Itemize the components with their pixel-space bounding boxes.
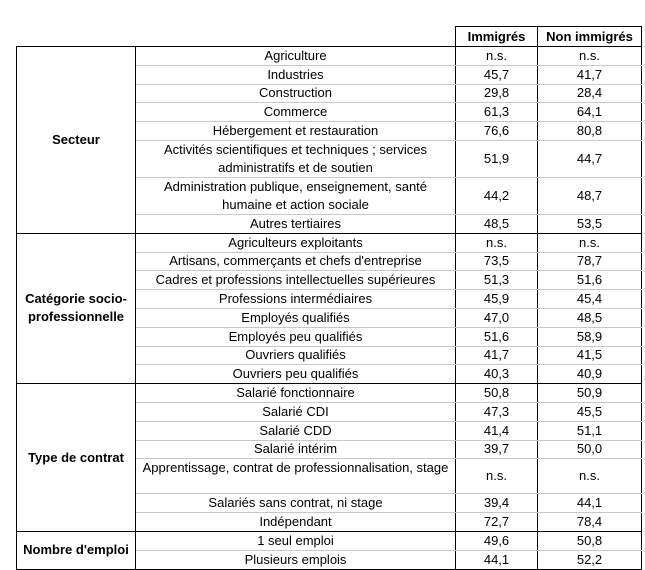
- row-label: Autres tertiaires: [136, 214, 456, 233]
- row-label: Hébergement et restauration: [136, 122, 456, 141]
- value-immigres: 45,9: [456, 290, 538, 309]
- value-non-immigres: 53,5: [538, 214, 642, 233]
- row-label: Activités scientifiques et techniques ; services administratifs et de soutien: [136, 140, 456, 177]
- header-immigres: Immigrés: [456, 27, 538, 47]
- row-label: Salarié intérim: [136, 440, 456, 459]
- value-immigres: 48,5: [456, 214, 538, 233]
- row-label: Salarié CDD: [136, 421, 456, 440]
- value-non-immigres: 50,8: [538, 531, 642, 550]
- value-non-immigres: n.s.: [538, 459, 642, 494]
- value-non-immigres: n.s.: [538, 47, 642, 66]
- row-label: Salariés sans contrat, ni stage: [136, 494, 456, 513]
- value-non-immigres: 78,4: [538, 513, 642, 532]
- value-immigres: 45,7: [456, 65, 538, 84]
- row-label: Administration publique, enseignement, santé humaine et action sociale: [136, 177, 456, 214]
- value-immigres: 73,5: [456, 252, 538, 271]
- header-blank: [17, 27, 136, 47]
- value-immigres: 72,7: [456, 513, 538, 532]
- group-label: Secteur: [17, 47, 136, 234]
- value-non-immigres: 78,7: [538, 252, 642, 271]
- row-label: Plusieurs emplois: [136, 550, 456, 569]
- row-label: Salarié CDI: [136, 402, 456, 421]
- row-label: Employés peu qualifiés: [136, 327, 456, 346]
- row-label: Artisans, commerçants et chefs d'entreprise: [136, 252, 456, 271]
- value-immigres: 47,3: [456, 402, 538, 421]
- value-non-immigres: 44,1: [538, 494, 642, 513]
- value-non-immigres: 51,6: [538, 271, 642, 290]
- value-non-immigres: 50,0: [538, 440, 642, 459]
- value-immigres: 40,3: [456, 365, 538, 384]
- row-label: Salarié fonctionnaire: [136, 384, 456, 403]
- value-non-immigres: 64,1: [538, 103, 642, 122]
- value-immigres: n.s.: [456, 233, 538, 252]
- value-non-immigres: 48,5: [538, 308, 642, 327]
- value-immigres: 39,4: [456, 494, 538, 513]
- row-label-text: Apprentissage, contrat de professionnalisation, stage: [142, 460, 449, 476]
- table-row: [17, 384, 642, 403]
- value-immigres: 51,6: [456, 327, 538, 346]
- table-row: [17, 531, 642, 550]
- value-immigres: 44,2: [456, 177, 538, 214]
- value-immigres: 49,6: [456, 531, 538, 550]
- value-immigres: 51,3: [456, 271, 538, 290]
- value-immigres: 44,1: [456, 550, 538, 569]
- group-label: Type de contrat: [17, 384, 136, 532]
- value-non-immigres: 52,2: [538, 550, 642, 569]
- row-label: Employés qualifiés: [136, 308, 456, 327]
- value-immigres: 61,3: [456, 103, 538, 122]
- value-non-immigres: 51,1: [538, 421, 642, 440]
- table-row: [17, 233, 642, 252]
- value-non-immigres: 40,9: [538, 365, 642, 384]
- value-immigres: 41,4: [456, 421, 538, 440]
- row-label: Agriculture: [136, 47, 456, 66]
- value-non-immigres: n.s.: [538, 233, 642, 252]
- data-table: [16, 26, 642, 570]
- value-non-immigres: 41,7: [538, 65, 642, 84]
- value-immigres: 41,7: [456, 346, 538, 365]
- row-label: Professions intermédiaires: [136, 290, 456, 309]
- row-label: Construction: [136, 84, 456, 103]
- row-label: Industries: [136, 65, 456, 84]
- value-non-immigres: 80,8: [538, 122, 642, 141]
- table-body: [17, 47, 642, 570]
- row-label: Agriculteurs exploitants: [136, 233, 456, 252]
- value-immigres: 76,6: [456, 122, 538, 141]
- header-row: [17, 27, 642, 47]
- row-label: Ouvriers qualifiés: [136, 346, 456, 365]
- group-label: Nombre d'emploi: [17, 531, 136, 569]
- row-label: Cadres et professions intellectuelles supérieures: [136, 271, 456, 290]
- row-label: Indépendant: [136, 513, 456, 532]
- value-non-immigres: 28,4: [538, 84, 642, 103]
- value-immigres: n.s.: [456, 459, 538, 494]
- value-non-immigres: 41,5: [538, 346, 642, 365]
- group-label: Catégorie socio-professionnelle: [17, 233, 136, 383]
- value-immigres: 51,9: [456, 140, 538, 177]
- row-label: Commerce: [136, 103, 456, 122]
- value-immigres: 50,8: [456, 384, 538, 403]
- value-non-immigres: 44,7: [538, 140, 642, 177]
- value-non-immigres: 58,9: [538, 327, 642, 346]
- value-immigres: 29,8: [456, 84, 538, 103]
- header-non-immigres: Non immigrés: [538, 27, 642, 47]
- value-non-immigres: 45,5: [538, 402, 642, 421]
- value-non-immigres: 48,7: [538, 177, 642, 214]
- value-immigres: n.s.: [456, 47, 538, 66]
- row-label: [136, 459, 456, 494]
- value-immigres: 39,7: [456, 440, 538, 459]
- header-blank: [136, 27, 456, 47]
- value-non-immigres: 45,4: [538, 290, 642, 309]
- value-non-immigres: 50,9: [538, 384, 642, 403]
- row-label: 1 seul emploi: [136, 531, 456, 550]
- table-row: [17, 47, 642, 66]
- row-label: Ouvriers peu qualifiés: [136, 365, 456, 384]
- value-immigres: 47,0: [456, 308, 538, 327]
